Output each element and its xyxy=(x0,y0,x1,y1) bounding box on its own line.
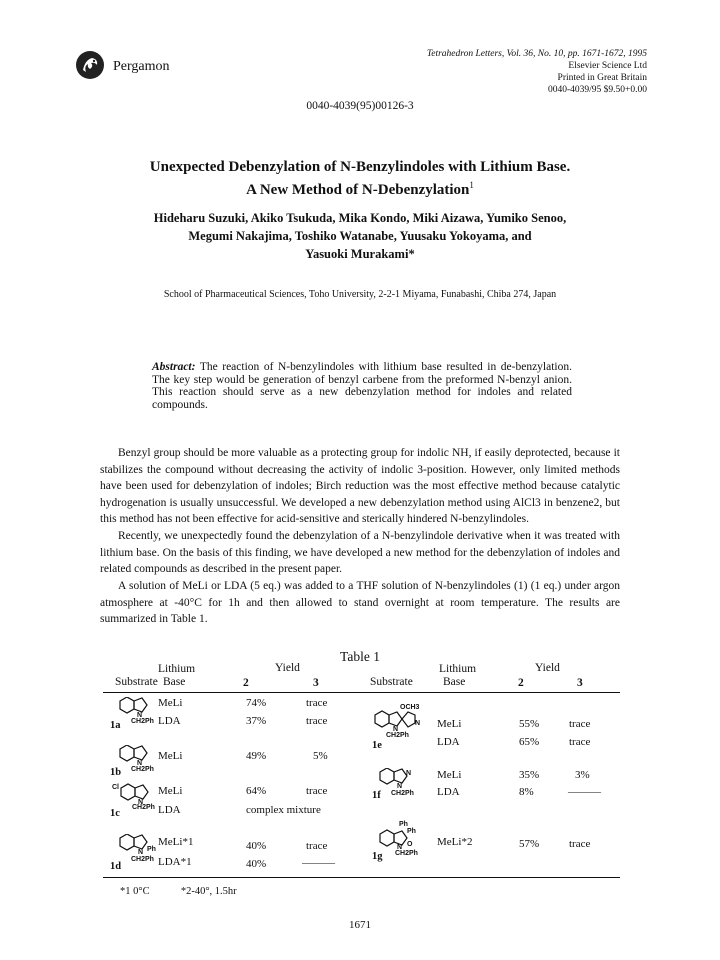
structure-1g xyxy=(377,820,419,861)
nitrogen-label: N xyxy=(415,720,421,727)
paragraph-3-text: A solution of MeLi or LDA (5 eq.) was added to a THF solution of N-benzylindoles (1) (1 eq.) under argon atmosphere at -40°C for 1h and then allowed to stand overnight at room temperature. The results are summarized in Table 1. xyxy=(100,580,620,625)
cell-1f-y3-1: 3% xyxy=(575,769,590,781)
phenyl-label: Ph xyxy=(407,828,416,835)
benzyl-label: CH2Ph xyxy=(131,766,154,771)
page-number: 1671 xyxy=(349,919,371,931)
paper-title xyxy=(60,158,660,199)
structure-1d xyxy=(117,834,157,867)
footnote-1: *1 0°C xyxy=(120,886,150,897)
th-substrate-right: Substrate xyxy=(370,676,413,688)
benzyl-label: CH2Ph xyxy=(131,856,154,862)
cell-1e-y2-1: 55% xyxy=(519,718,540,730)
chloro-indole-structure-icon xyxy=(112,783,156,809)
structure-1f xyxy=(377,768,417,801)
th-2-right: 2 xyxy=(518,677,524,689)
table-footnotes xyxy=(120,886,237,897)
journal-publisher: Elsevier Science Ltd xyxy=(568,61,647,71)
cell-1c-y2-2: complex mixture xyxy=(246,804,321,816)
indole-structure-icon xyxy=(117,697,155,723)
cell-1a-y3-1: trace xyxy=(306,697,328,709)
authors-line-1: Hideharu Suzuki, Akiko Tsukuda, Mika Kondo, Miki Aizawa, Yumiko Senoo, xyxy=(153,211,567,225)
cell-1f-base-2: LDA xyxy=(437,786,460,798)
azaindole-structure-icon xyxy=(377,768,417,796)
abstract-label: Abstract: xyxy=(152,361,196,373)
compound-label-1c: 1c xyxy=(110,808,120,819)
cell-1e-y2-2: 65% xyxy=(519,736,540,748)
nitrogen-label: N xyxy=(397,844,403,851)
nitrogen-label: N xyxy=(138,849,144,856)
cell-1a-y2-2: 37% xyxy=(246,715,267,727)
structure-1e xyxy=(372,703,422,742)
oxygen-label: O xyxy=(407,841,413,848)
authors-line-3: Yasuoki Murakami* xyxy=(305,247,415,261)
nitrogen-label: N xyxy=(137,760,143,767)
th-base-left: Base xyxy=(163,676,186,688)
publisher-name: Pergamon xyxy=(113,59,170,74)
abstract xyxy=(152,361,572,411)
th-lithium-left: Lithium xyxy=(158,663,196,675)
title-line-2: A New Method of N-Debenzylation xyxy=(246,182,470,198)
body-paragraph-3 xyxy=(100,578,620,628)
paragraph-2-text: Recently, we unexpectedly found the debenzylation of a N-benzylindole derivative when it was treated with lithium base. On the basis of this finding, we have developed a new method for the debenzylation of indoles and related compounds as described in the present paper. xyxy=(100,530,620,575)
paragraph-1-text: Benzyl group should be more valuable as a protecting group for indolic NH, if easily deprotected, because it stabilizes the compound without decreasing the activity of indolic 3-position. However, only limited methods have been used for debenzylation of indoles; Birch reduction was the most effective method because catalytic hydrogenation is usually unsuccessful. We developed a new debenzylation method using AlCl3 in benzene2, but this method has not been effective for acid-sensitive and sterically hindered N-benzylindoles. xyxy=(100,447,620,525)
cell-1e-base-2: LDA xyxy=(437,736,460,748)
compound-label-1a: 1a xyxy=(110,720,121,731)
th-yield-left: Yield xyxy=(275,662,300,674)
pergamon-logo-icon xyxy=(75,50,105,80)
cell-1b-base-1: MeLi xyxy=(158,750,183,762)
cell-1a-base-2: LDA xyxy=(158,715,181,727)
cell-1b-y3-1: 5% xyxy=(313,750,328,762)
abstract-text: The reaction of N-benzylindoles with lithium base resulted in de-benzylation. The key step would be generation of benzyl carbene from the preformed N-benzyl anion. This reaction should serve as a new debenzylation method for indoles and related compounds. xyxy=(152,361,572,411)
affiliation: School of Pharmaceutical Sciences, Toho University, 2-2-1 Miyama, Funabashi, Chiba 274, Japan xyxy=(163,289,557,300)
phenyl-indole-structure-icon xyxy=(117,834,157,862)
table-bottom-rule xyxy=(103,877,620,878)
journal-citation: Tetrahedron Letters, Vol. 36, No. 10, pp. 1671-1672, 1995 xyxy=(426,49,647,59)
cell-1g-base-1: MeLi*2 xyxy=(437,836,473,848)
nitrogen-label: N xyxy=(138,799,144,806)
cell-1d-y2-2: 40% xyxy=(246,858,267,870)
authors-line-2: Megumi Nakajima, Toshiko Watanabe, Yuusaku Yokoyama, and xyxy=(188,229,532,243)
nitrogen-label: N xyxy=(397,783,403,790)
th-lithium-right: Lithium xyxy=(439,663,477,675)
cell-1f-base-1: MeLi xyxy=(437,769,462,781)
indole-structure-icon xyxy=(117,745,155,771)
title-line-1: Unexpected Debenzylation of N-Benzylindoles with Lithium Base. xyxy=(149,159,571,175)
compound-label-1g: 1g xyxy=(372,851,383,862)
body-paragraph-2 xyxy=(100,528,620,578)
compound-label-1e: 1e xyxy=(372,740,382,751)
cell-1g-y2-1: 57% xyxy=(519,838,540,850)
body-paragraph-1 xyxy=(100,445,620,528)
th-3-right: 3 xyxy=(577,677,583,689)
cell-1c-y2-1: 64% xyxy=(246,785,267,797)
structure-1c xyxy=(112,783,156,814)
cell-1g-y3-1: trace xyxy=(569,838,591,850)
methoxy-label: OCH3 xyxy=(400,704,420,711)
compound-label-1b: 1b xyxy=(110,767,122,778)
cell-1a-base-1: MeLi xyxy=(158,697,183,709)
table-title: Table 1 xyxy=(340,649,380,664)
cell-1d-base-1: MeLi*1 xyxy=(158,836,194,848)
doi-code: 0040-4039(95)00126-3 xyxy=(306,100,414,112)
title-footnote-mark: 1 xyxy=(469,180,474,190)
th-yield-right: Yield xyxy=(535,662,560,674)
phenyl-label: Ph xyxy=(147,846,156,853)
compound-label-1f: 1f xyxy=(372,790,381,801)
cell-1e-y3-2: trace xyxy=(569,736,591,748)
title-line-2-wrap xyxy=(60,176,660,199)
structure-1b xyxy=(117,745,155,776)
benzyl-label: CH2Ph xyxy=(131,718,154,723)
journal-printed: Printed in Great Britain xyxy=(557,73,647,83)
methoxy-azaindole-structure-icon xyxy=(372,703,422,737)
compound-label-1d: 1d xyxy=(110,861,122,872)
cell-1c-y3-1: trace xyxy=(306,785,328,797)
footnote-2: *2-40°, 1.5hr xyxy=(180,886,237,897)
cell-1d-y3-2: ——— xyxy=(302,857,335,869)
author-list xyxy=(70,209,650,263)
nitrogen-label: N xyxy=(393,726,399,733)
cell-1d-y2-1: 40% xyxy=(246,840,267,852)
cell-1a-y3-2: trace xyxy=(306,715,328,727)
table-header-rule xyxy=(103,692,620,693)
structure-1a xyxy=(117,697,155,728)
nitrogen-label: N xyxy=(137,712,143,719)
cell-1f-y2-1: 35% xyxy=(519,769,540,781)
benzyl-label: CH2Ph xyxy=(395,850,418,856)
cell-1f-y3-2: ——— xyxy=(568,786,601,798)
benzyl-label: CH2Ph xyxy=(391,790,414,796)
cell-1d-y3-1: trace xyxy=(306,840,328,852)
cell-1b-y2-1: 49% xyxy=(246,750,267,762)
th-base-right: Base xyxy=(443,676,466,688)
diphenyl-oxindole-structure-icon xyxy=(377,820,419,856)
benzyl-label: CH2Ph xyxy=(132,804,155,809)
benzyl-label: CH2Ph xyxy=(386,732,409,737)
journal-price: 0040-4039/95 $9.50+0.00 xyxy=(547,85,647,95)
cell-1d-base-2: LDA*1 xyxy=(158,856,192,868)
chlorine-label: Cl xyxy=(112,784,119,791)
cell-1e-y3-1: trace xyxy=(569,718,591,730)
phenyl-label: Ph xyxy=(399,821,408,828)
th-3-left: 3 xyxy=(313,677,319,689)
cell-1e-base-1: MeLi xyxy=(437,718,462,730)
nitrogen-label: N xyxy=(406,770,412,777)
journal-info xyxy=(427,48,647,96)
cell-1c-base-2: LDA xyxy=(158,804,181,816)
cell-1a-y2-1: 74% xyxy=(246,697,267,709)
cell-1f-y2-2: 8% xyxy=(519,786,534,798)
cell-1c-base-1: MeLi xyxy=(158,785,183,797)
th-2-left: 2 xyxy=(243,677,249,689)
th-substrate-left: Substrate xyxy=(115,676,158,688)
